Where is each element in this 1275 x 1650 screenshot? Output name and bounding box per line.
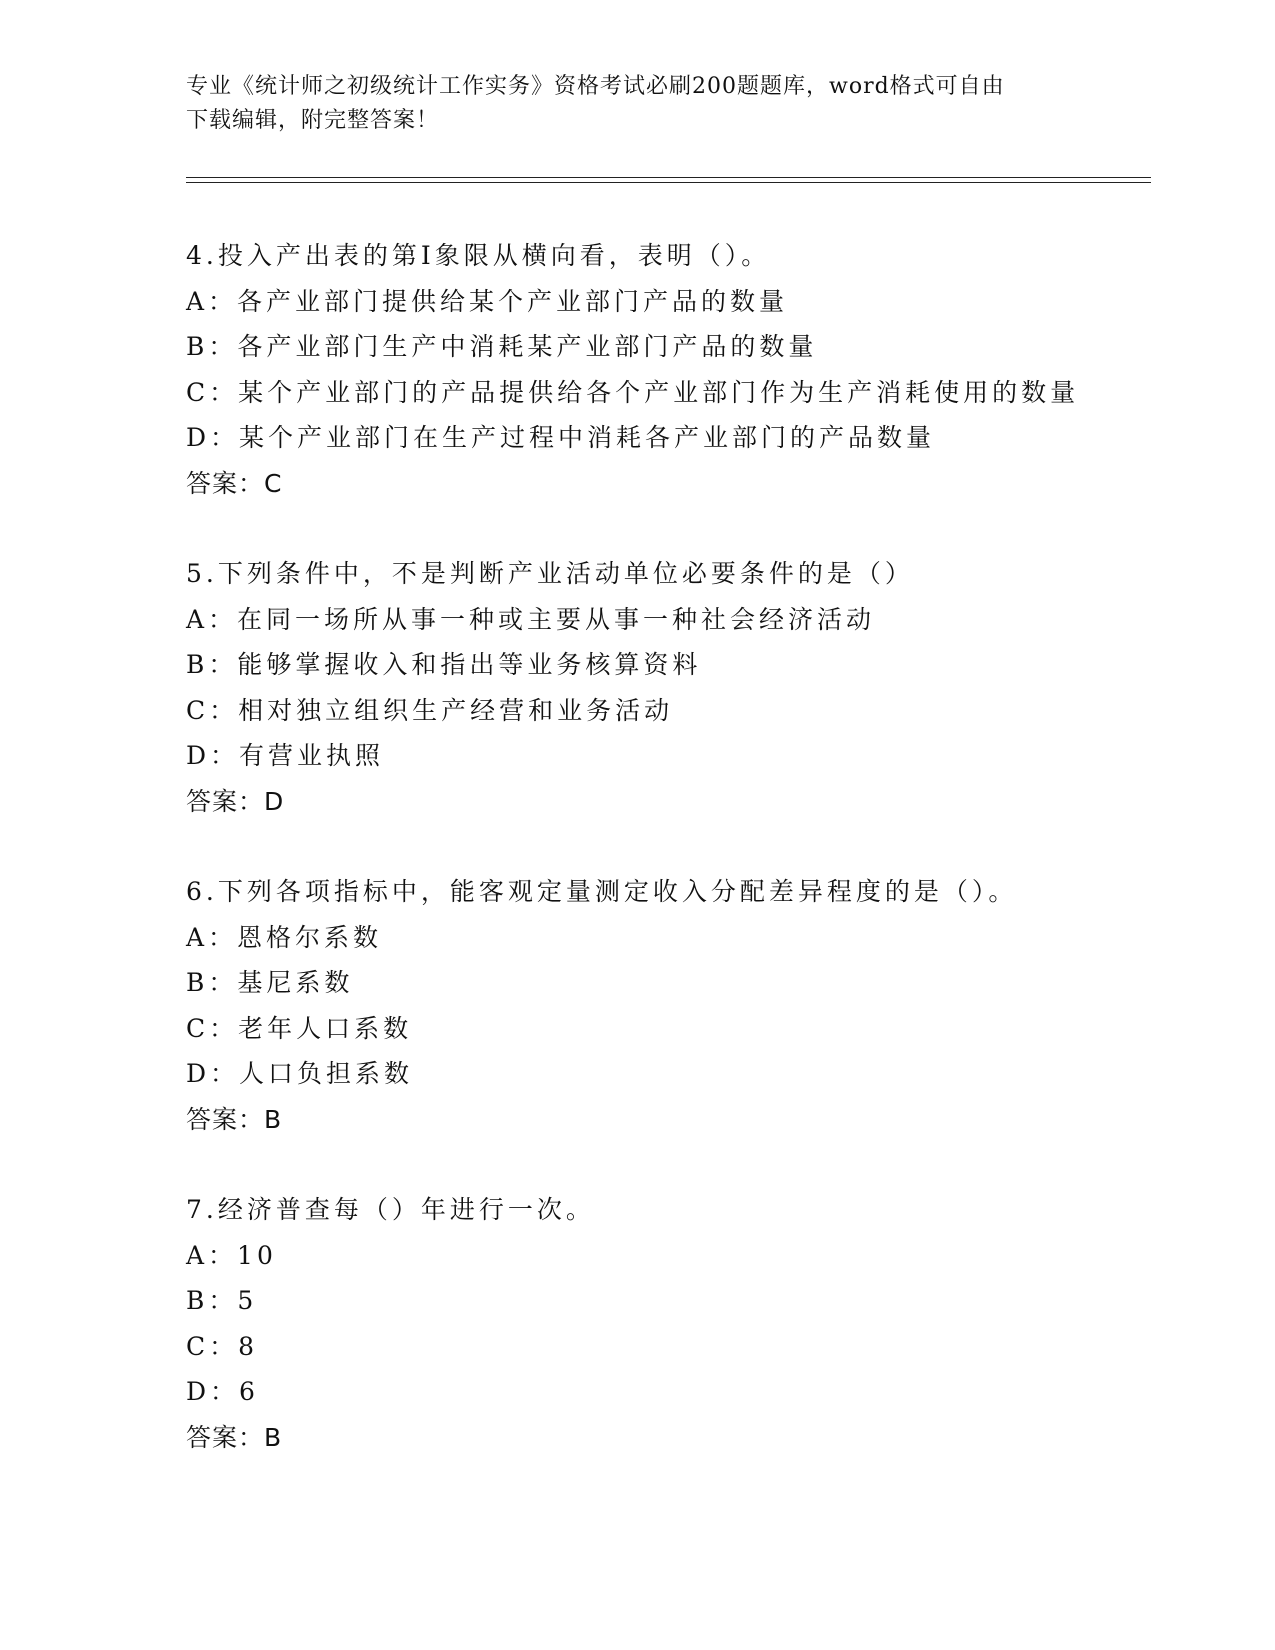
option-a: A：恩格尔系数 — [186, 922, 383, 952]
option-b: B：各产业部门生产中消耗某产业部门产品的数量 — [186, 332, 818, 361]
header-divider-top — [186, 177, 1151, 178]
answer-line: 答案：D — [186, 786, 285, 816]
question-stem: 7.经济普查每（）年进行一次。 — [186, 1195, 595, 1224]
question-7 — [186, 1187, 1146, 1460]
option-c: C：相对独立组织生产经营和业务活动 — [186, 695, 674, 725]
question-4 — [186, 233, 1146, 506]
option-d: D：人口负担系数 — [186, 1059, 414, 1088]
answer-line: 答案：C — [186, 468, 283, 498]
option-d: D：6 — [186, 1377, 259, 1406]
option-b: B：能够掌握收入和指出等业务核算资料 — [186, 650, 702, 679]
option-d: D：某个产业部门在生产过程中消耗各产业部门的产品数量 — [186, 423, 936, 452]
answer-line: 答案：B — [186, 1422, 283, 1452]
question-stem: 4.投入产出表的第Ⅰ象限从横向看，表明（）。 — [186, 241, 771, 270]
question-stem: 5.下列条件中，不是判断产业活动单位必要条件的是（） — [186, 559, 914, 588]
answer-line: 答案：B — [186, 1104, 283, 1134]
option-b: B：5 — [186, 1286, 258, 1315]
option-a: A：各产业部门提供给某个产业部门产品的数量 — [186, 286, 789, 316]
option-c: C：老年人口系数 — [186, 1013, 413, 1043]
header-divider-bottom — [186, 182, 1151, 183]
question-stem: 6.下列各项指标中，能客观定量测定收入分配差异程度的是（）。 — [186, 877, 1018, 906]
option-d: D：有营业执照 — [186, 741, 385, 770]
header-line-1: 专业《统计师之初级统计工作实务》资格考试必刷200题题库，word格式可自由 — [186, 74, 1005, 99]
option-c: C：8 — [186, 1331, 259, 1361]
question-5 — [186, 551, 1146, 824]
header-line-2: 下载编辑，附完整答案！ — [186, 108, 440, 133]
option-b: B：基尼系数 — [186, 968, 354, 997]
document-header — [186, 70, 1066, 138]
option-a: A：10 — [186, 1240, 277, 1270]
option-a: A：在同一场所从事一种或主要从事一种社会经济活动 — [186, 604, 876, 634]
question-6 — [186, 869, 1146, 1142]
option-c: C：某个产业部门的产品提供给各个产业部门作为生产消耗使用的数量 — [186, 377, 1080, 407]
